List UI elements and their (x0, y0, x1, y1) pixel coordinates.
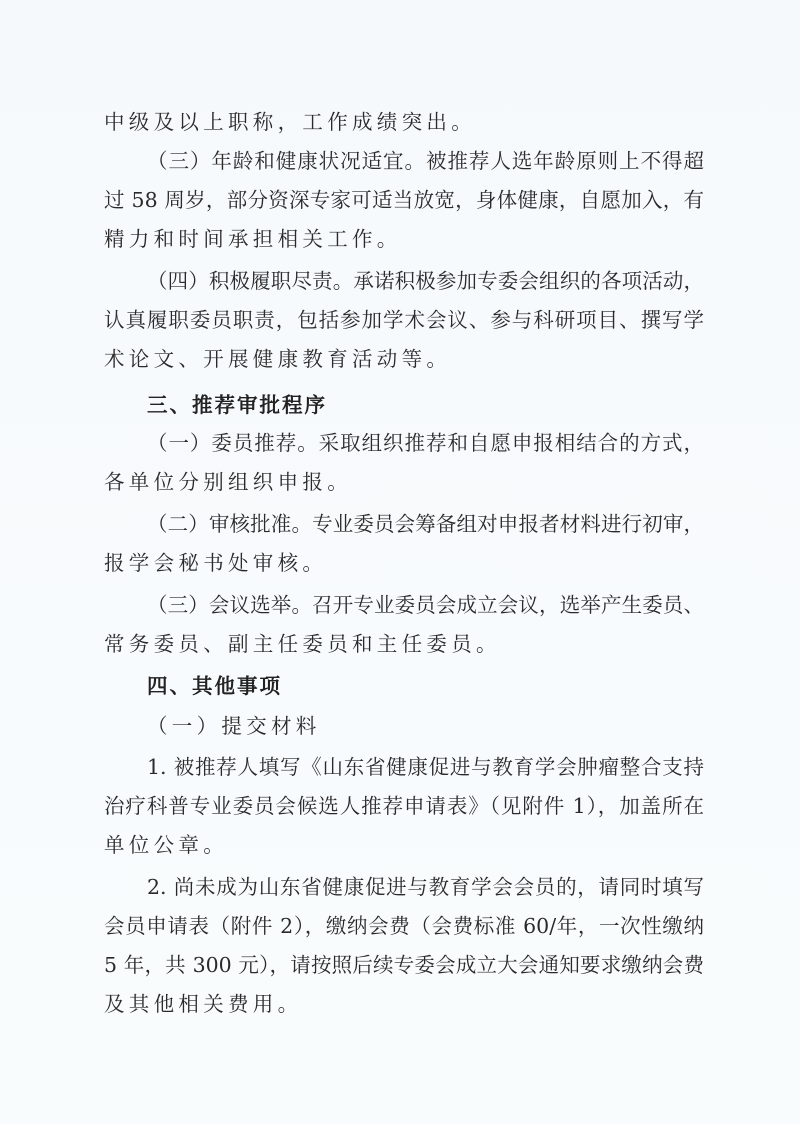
paragraph-age-health: （三）年龄和健康状况适宜。被推荐人选年龄原则上不得超 (147, 149, 704, 173)
section-heading-approval-procedure: 三、推荐审批程序 (147, 393, 327, 417)
paragraph-member-recommendation: （一）委员推荐。采取组织推荐和自愿申报相结合的方式， (147, 431, 704, 455)
paragraph-review-approval: （二）审核批准。专业委员会筹备组对申报者材料进行初审， (147, 512, 704, 536)
text-line: 及其他相关费用。 (104, 992, 303, 1016)
section-heading-other-matters: 四、其他事项 (147, 674, 282, 698)
text-line: 过 58 周岁，部分资深专家可适当放宽，身体健康，自愿加入，有 (104, 188, 704, 212)
text-line: 报学会秘书处审核。 (104, 551, 328, 575)
text-line: 治疗科普专业委员会候选人推荐申请表》（见附件 1），加盖所在 (104, 794, 704, 818)
text-line: 常务委员、副主任委员和主任委员。 (104, 632, 501, 656)
paragraph-item-2: 2. 尚未成为山东省健康促进与教育学会会员的，请同时填写 (147, 875, 704, 899)
text-line: 中级及以上职称，工作成绩突出。 (104, 110, 476, 134)
text-line: 5 年，共 300 元），请按照后续专委会成立大会通知要求缴纳会费 (104, 953, 704, 977)
text-line: 单位公章。 (104, 833, 228, 857)
subheading-submit-materials: （一）提交材料 (147, 714, 321, 738)
text-line: 术论文、开展健康教育活动等。 (104, 347, 452, 371)
paragraph-item-1: 1. 被推荐人填写《山东省健康促进与教育学会肿瘤整合支持 (147, 755, 704, 779)
text-line: 认真履职委员职责，包括参加学术会议、参与科研项目、撰写学 (104, 308, 704, 332)
text-line: 精力和时间承担相关工作。 (104, 227, 402, 251)
paragraph-duties: （四）积极履职尽责。承诺积极参加专委会组织的各项活动， (147, 269, 704, 293)
paragraph-meeting-election: （三）会议选举。召开专业委员会成立会议，选举产生委员、 (147, 593, 704, 617)
text-line: 会员申请表（附件 2），缴纳会费（会费标准 60/年，一次性缴纳 (104, 914, 704, 938)
text-line: 各单位分别组织申报。 (104, 470, 352, 494)
